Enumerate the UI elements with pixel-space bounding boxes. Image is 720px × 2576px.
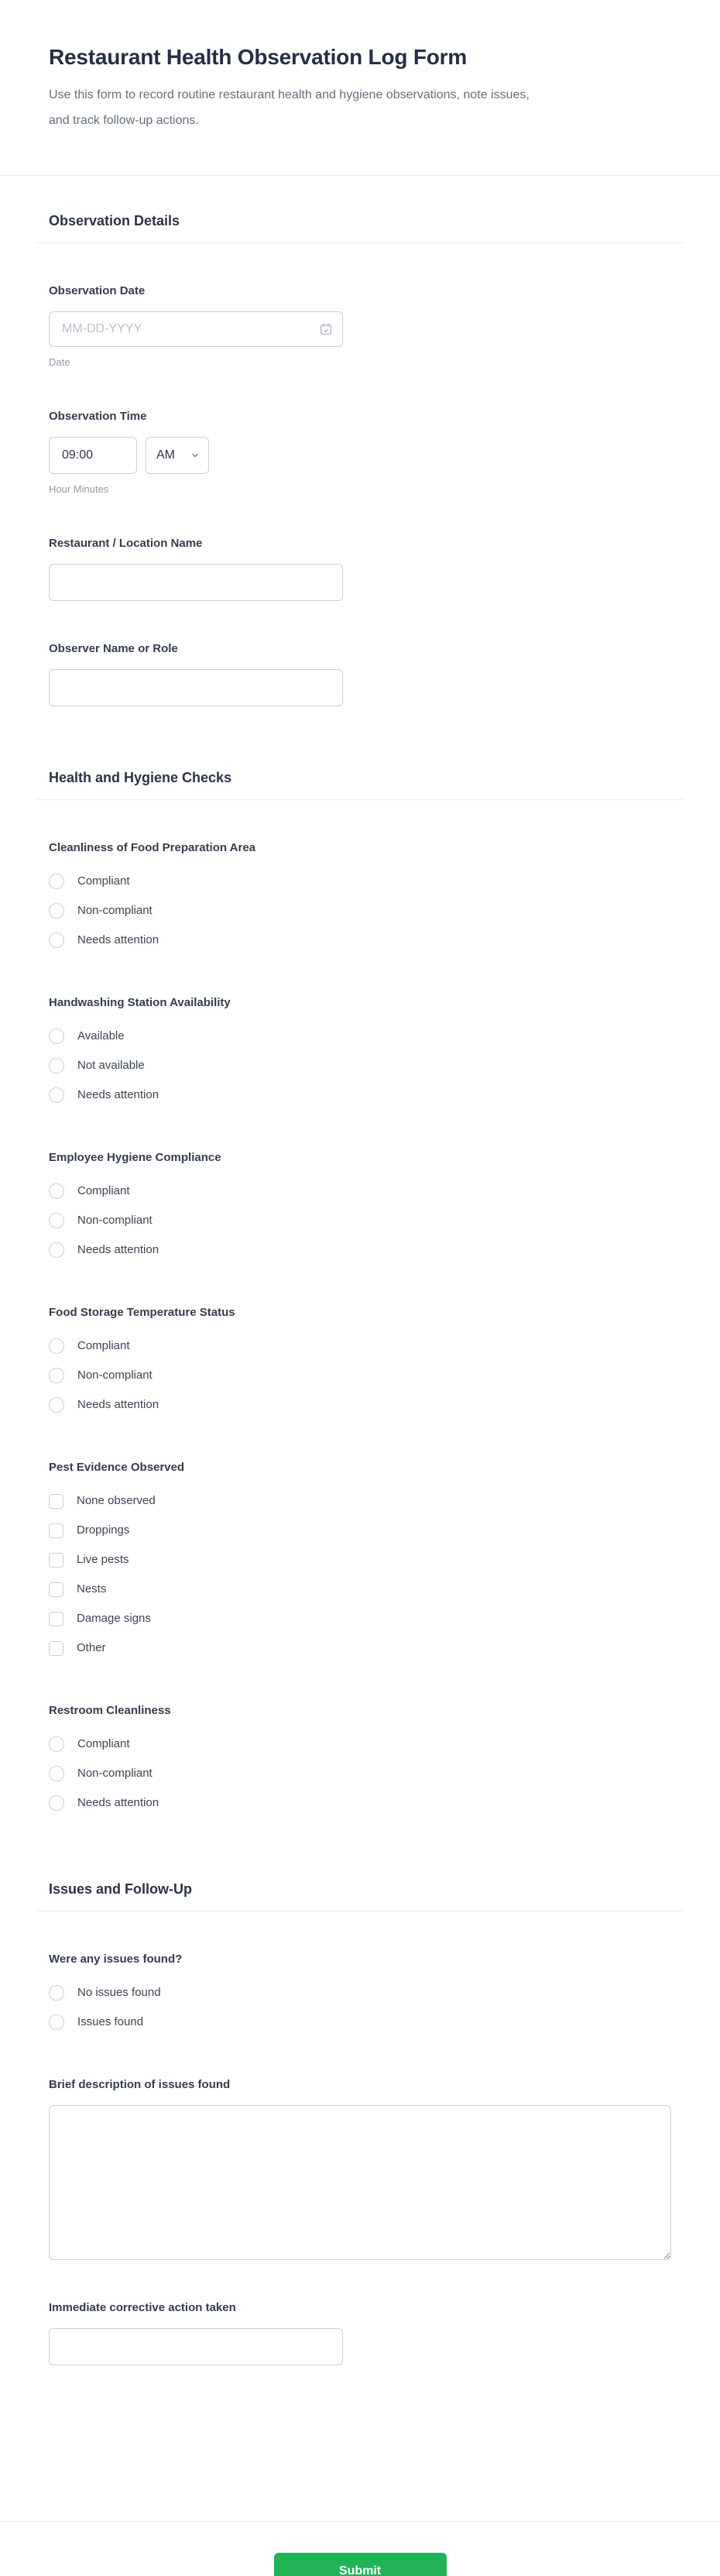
radio-button[interactable]: [49, 1058, 64, 1073]
checkbox[interactable]: [49, 1582, 63, 1597]
option-label: Not available: [77, 1059, 145, 1072]
radio-option[interactable]: [49, 2008, 671, 2037]
field-pest-evidence: [0, 1420, 720, 1663]
radio-button[interactable]: [49, 1368, 64, 1383]
observation-date-input[interactable]: [49, 311, 343, 347]
checkbox-option[interactable]: [49, 1486, 671, 1516]
option-label: Live pests: [77, 1553, 129, 1566]
checkbox[interactable]: [49, 1641, 63, 1656]
radio-button[interactable]: [49, 2014, 64, 2030]
section-health-hygiene-checks: [0, 768, 720, 1818]
radio-option[interactable]: [49, 1788, 671, 1818]
checkbox[interactable]: [49, 1612, 63, 1626]
field-employee-hygiene: [0, 1110, 720, 1265]
checkbox[interactable]: [49, 1523, 63, 1538]
radio-button[interactable]: [49, 1795, 64, 1811]
section-heading: Health and Hygiene Checks: [49, 770, 232, 785]
section-issues-follow-up: [0, 1880, 720, 2365]
field-label: Observation Time: [49, 410, 147, 423]
field-label: Restaurant / Location Name: [49, 537, 203, 550]
checkbox-option[interactable]: [49, 1575, 671, 1604]
radio-button[interactable]: [49, 1029, 64, 1044]
radio-button[interactable]: [49, 874, 64, 889]
radio-option[interactable]: [49, 926, 671, 955]
option-label: Non-compliant: [77, 1214, 153, 1227]
radio-option[interactable]: [49, 1022, 671, 1051]
option-label: Compliant: [77, 1737, 130, 1750]
field-observation-date: [0, 243, 720, 369]
radio-button[interactable]: [49, 1397, 64, 1413]
checkbox-option[interactable]: [49, 1545, 671, 1575]
field-label: Observation Date: [49, 284, 146, 297]
page-title: Restaurant Health Observation Log Form: [49, 45, 468, 69]
radio-option[interactable]: [49, 867, 671, 896]
option-label: Compliant: [77, 1184, 130, 1197]
location-name-input[interactable]: [49, 564, 343, 601]
field-observer-name: [0, 601, 720, 706]
option-label: Droppings: [77, 1523, 130, 1537]
radio-button[interactable]: [49, 1183, 64, 1199]
radio-button[interactable]: [49, 1213, 64, 1228]
checkbox-option[interactable]: [49, 1633, 671, 1663]
header-divider: [0, 175, 720, 176]
option-label: Non-compliant: [77, 1767, 153, 1780]
meridiem-value: AM: [156, 448, 175, 462]
radio-button[interactable]: [49, 1087, 64, 1103]
radio-option[interactable]: [49, 1176, 671, 1206]
radio-option[interactable]: [49, 1331, 671, 1361]
field-issue-description: [0, 2037, 720, 2260]
field-sublabel: Hour Minutes: [49, 483, 109, 495]
field-observation-time: [0, 369, 720, 496]
checkbox[interactable]: [49, 1494, 63, 1509]
form-description: Use this form to record routine restaurant health and hygiene observations, note issues, and track follow-up actions.: [49, 88, 530, 127]
radio-option[interactable]: [49, 896, 671, 926]
radio-button[interactable]: [49, 1736, 64, 1752]
field-label: Observer Name or Role: [49, 642, 178, 655]
section-observation-details: [0, 211, 720, 706]
form-footer: [0, 2521, 720, 2576]
option-label: Needs attention: [77, 933, 159, 946]
field-location-name: [0, 496, 720, 601]
field-label: Brief description of issues found: [49, 2078, 231, 2091]
field-food-storage-temp: [0, 1265, 720, 1420]
option-label: Non-compliant: [77, 1369, 153, 1382]
field-label: Employee Hygiene Compliance: [49, 1151, 221, 1164]
field-sublabel: Date: [49, 356, 70, 368]
option-label: Damage signs: [77, 1612, 151, 1625]
radio-option[interactable]: [49, 1390, 671, 1420]
corrective-action-input[interactable]: [49, 2328, 343, 2365]
observer-name-input[interactable]: [49, 669, 343, 706]
field-corrective-action: [0, 2260, 720, 2365]
radio-option[interactable]: [49, 1235, 671, 1265]
option-label: Needs attention: [77, 1243, 159, 1256]
checkbox-option[interactable]: [49, 1516, 671, 1545]
radio-button[interactable]: [49, 1985, 64, 2001]
chevron-down-icon: [190, 451, 200, 460]
radio-button[interactable]: [49, 903, 64, 919]
section-heading: Issues and Follow-Up: [49, 1881, 193, 1897]
option-label: Compliant: [77, 1339, 130, 1352]
calendar-icon: [319, 322, 333, 336]
option-label: Nests: [77, 1582, 107, 1595]
radio-button[interactable]: [49, 1766, 64, 1781]
field-label: Cleanliness of Food Preparation Area: [49, 841, 256, 854]
form-header: [0, 0, 720, 133]
time-input[interactable]: [49, 437, 137, 474]
radio-option[interactable]: [49, 1978, 671, 2008]
field-handwashing-station: [0, 955, 720, 1110]
field-label: Food Storage Temperature Status: [49, 1306, 235, 1319]
checkbox-option[interactable]: [49, 1604, 671, 1633]
option-label: Needs attention: [77, 1796, 159, 1809]
radio-option[interactable]: [49, 1759, 671, 1788]
field-restroom-cleanliness: [0, 1663, 720, 1818]
option-label: Issues found: [77, 2015, 144, 2028]
radio-option[interactable]: [49, 1206, 671, 1235]
radio-option[interactable]: [49, 1361, 671, 1390]
checkbox[interactable]: [49, 1553, 63, 1568]
field-label: Were any issues found?: [49, 1953, 183, 1966]
option-label: None observed: [77, 1494, 156, 1507]
option-label: Available: [77, 1029, 125, 1042]
radio-option[interactable]: [49, 1051, 671, 1080]
radio-button[interactable]: [49, 1338, 64, 1354]
meridiem-select[interactable]: [146, 437, 209, 474]
option-label: Needs attention: [77, 1398, 159, 1411]
field-cleanliness-food-prep: [0, 800, 720, 955]
option-label: Needs attention: [77, 1088, 159, 1101]
field-label: Handwashing Station Availability: [49, 996, 231, 1009]
radio-option[interactable]: [49, 1729, 671, 1759]
section-heading: Observation Details: [49, 213, 180, 228]
option-label: Non-compliant: [77, 904, 153, 917]
option-label: Other: [77, 1641, 106, 1654]
radio-button[interactable]: [49, 1242, 64, 1258]
option-label: Compliant: [77, 874, 130, 888]
field-label: Pest Evidence Observed: [49, 1461, 185, 1474]
radio-option[interactable]: [49, 1080, 671, 1110]
radio-button[interactable]: [49, 933, 64, 948]
submit-button[interactable]: Submit: [274, 2553, 447, 2576]
issue-description-textarea[interactable]: [49, 2105, 671, 2260]
field-issues-found: [0, 1911, 720, 2037]
field-label: Restroom Cleanliness: [49, 1704, 171, 1717]
option-label: No issues found: [77, 1986, 161, 1999]
field-label: Immediate corrective action taken: [49, 2301, 236, 2314]
